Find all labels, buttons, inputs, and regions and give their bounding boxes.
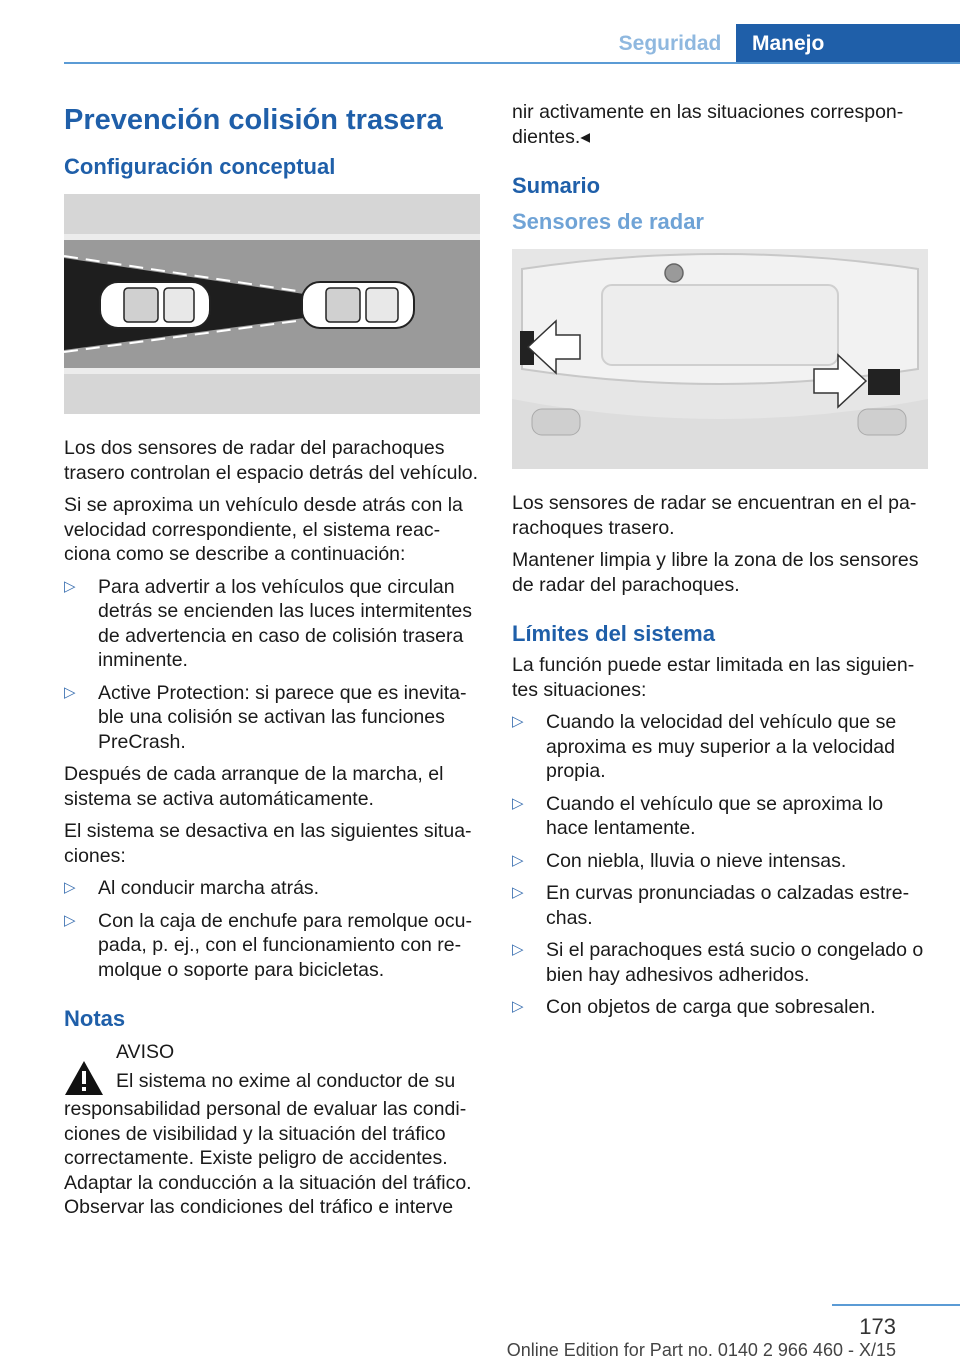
triangle-right-icon: ▷ bbox=[64, 683, 76, 701]
triangle-right-icon: ▷ bbox=[512, 941, 524, 958]
edition-footer: Online Edition for Part no. 0140 2 966 460 - X/15 bbox=[506, 1340, 896, 1360]
paragraph: La función puede estar limitada en las siguientes situaciones: bbox=[512, 654, 915, 701]
triangle-right-icon: ▷ bbox=[512, 998, 524, 1015]
list-item-text: Al conducir marcha atrás. bbox=[98, 877, 320, 899]
list-item bbox=[64, 909, 480, 983]
triangle-right-icon: ▷ bbox=[512, 851, 524, 869]
right-column bbox=[512, 100, 928, 1028]
header-divider bbox=[64, 62, 960, 64]
triangle-right-icon: ▷ bbox=[512, 713, 524, 730]
triangle-right-icon: ▷ bbox=[64, 577, 76, 595]
radar-concept-illustration bbox=[64, 194, 480, 414]
list-item bbox=[64, 681, 480, 755]
radar-concept-figure bbox=[64, 194, 480, 414]
list-item bbox=[512, 995, 928, 1020]
list-item bbox=[512, 938, 928, 987]
list-item-text: Con niebla, lluvia o nieve intensas. bbox=[546, 849, 847, 872]
warning-title: AVISO bbox=[116, 1041, 175, 1063]
list-item-text: Cuando la velocidad del vehículo que se aproxima es muy superior a la velocidad propia. bbox=[546, 711, 897, 782]
warning-block bbox=[64, 1040, 480, 1220]
bullet-list bbox=[64, 575, 480, 755]
warning-triangle-icon bbox=[64, 1060, 104, 1096]
list-item bbox=[64, 575, 480, 673]
list-item bbox=[512, 881, 928, 930]
paragraph: Después de cada arranque de la marcha, el sistema se activa automáticamente. bbox=[64, 763, 444, 810]
page-number: 173 bbox=[859, 1314, 896, 1339]
bullet-list bbox=[512, 710, 928, 1020]
warning-text: responsabilidad personal de evaluar las condiciones de visibilidad y la situación del tráfico correctamente. Existe peligro de accidentes. Adaptar la conducción a la situación del tráfico. Observar las condiciones del tráfico e interve bbox=[64, 1098, 472, 1218]
warning-lead: El sistema no exime al conductor de su bbox=[116, 1069, 456, 1092]
limits-heading: Límites del sistema bbox=[512, 621, 715, 646]
radar-sensors-heading: Sensores de radar bbox=[512, 209, 704, 234]
paragraph: Los dos sensores de radar del parachoques trasero controlan el espacio detrás del vehículo. bbox=[64, 437, 479, 484]
bullet-list bbox=[64, 876, 480, 982]
left-column bbox=[64, 100, 480, 1220]
page-title: Prevención colisión trasera bbox=[64, 104, 443, 136]
paragraph: nir activamente en las situaciones correspondientes.◂ bbox=[512, 101, 904, 148]
list-item-text: Con objetos de carga que sobresalen. bbox=[546, 996, 876, 1018]
triangle-right-icon: ▷ bbox=[512, 884, 524, 901]
paragraph: Mantener limpia y libre la zona de los sensores de radar del parachoques. bbox=[512, 549, 919, 596]
list-item bbox=[64, 876, 480, 901]
triangle-right-icon: ▷ bbox=[512, 794, 524, 812]
sumario-heading: Sumario bbox=[512, 173, 601, 198]
triangle-right-icon: ▷ bbox=[64, 911, 76, 929]
paragraph: El sistema se desactiva en las siguientes situaciones: bbox=[64, 820, 472, 867]
triangle-right-icon: ▷ bbox=[64, 879, 76, 896]
list-item bbox=[512, 710, 928, 784]
list-item-text: Active Protection: si parece que es inevitable una colisión se activan las funciones PreCrash. bbox=[98, 681, 467, 753]
rear-bumper-illustration bbox=[512, 249, 928, 469]
list-item bbox=[512, 849, 928, 874]
list-item-text: Si el parachoques está sucio o congelado o bien hay adhesivos adheridos. bbox=[546, 939, 924, 986]
list-item-text: En curvas pronunciadas o calzadas estrechas. bbox=[546, 882, 910, 929]
notes-heading: Notas bbox=[64, 1006, 126, 1031]
tab-seguridad[interactable]: Seguridad bbox=[618, 32, 722, 55]
paragraph: Los sensores de radar se encuentran en el parachoques trasero. bbox=[512, 492, 917, 539]
list-item-text: Para advertir a los vehículos que circulan detrás se encienden las luces intermitentes de advertencia en caso de colisión trasera inminente. bbox=[98, 575, 472, 671]
footer-divider bbox=[832, 1304, 960, 1306]
list-item-text: Con la caja de enchufe para remolque ocupada, p. ej., con el funcionamiento con remolque o soporte para bicicletas. bbox=[98, 909, 472, 981]
paragraph: Si se aproxima un vehículo desde atrás con la velocidad correspondiente, el sistema reacciona como se describe a continuación: bbox=[64, 494, 463, 565]
list-item bbox=[512, 792, 928, 841]
section-subtitle: Configuración conceptual bbox=[64, 154, 336, 179]
list-item-text: Cuando el vehículo que se aproxima lo hace lentamente. bbox=[546, 792, 884, 839]
tab-manejo[interactable]: Manejo bbox=[736, 24, 960, 64]
rear-bumper-figure bbox=[512, 249, 928, 469]
